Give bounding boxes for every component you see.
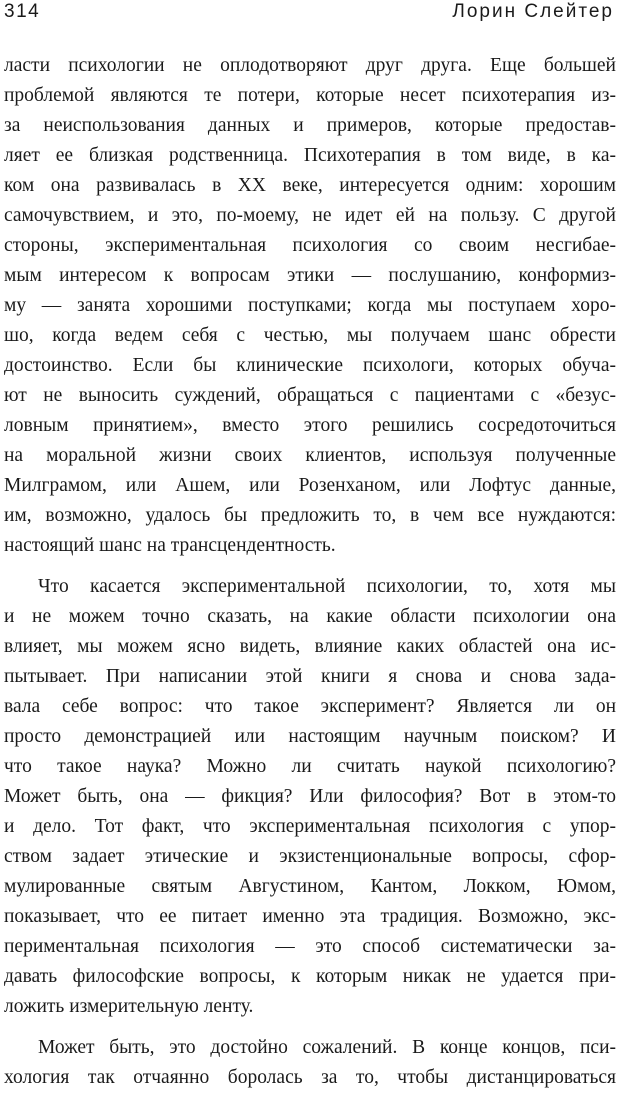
page-header [0,0,620,32]
text-line: давать философские вопросы, к которым никак не удается при- [4,966,616,987]
text-line: вала себе вопрос: что такое эксперимент? Является ли он [4,696,616,717]
text-line: мым интересом к вопросам этики — послушанию, конформиз- [4,265,616,286]
paragraph [4,1033,616,1093]
text-line: Милграмом, или Ашем, или Розенханом, или Лофтус данные, [4,475,616,496]
text-line: настоящий шанс на трансцендентность. [4,535,336,556]
page-number: 314 [4,1,41,22]
text-line: Что касается экспериментальной психологии, то, хотя мы [38,576,616,597]
text-line: самочувствием, и это, по-моему, не идет ей на пользу. С другой [4,205,616,226]
paragraph [4,51,616,561]
text-line: му — занята хорошими поступками; когда мы поступаем хоро- [4,295,616,316]
paragraph-gap [4,1022,616,1033]
text-line: и не можем точно сказать, на какие области психологии она [4,606,616,627]
body-text [4,51,616,1093]
running-head-author: Лорин Слейтер [452,1,614,22]
text-line: хология так отчаянно боролась за то, чтобы дистанцироваться [4,1067,616,1088]
text-line: за неиспользования данных и примеров, которые предостав- [4,115,616,136]
text-line: проблемой являются те потери, которые несет психотерапия из- [4,85,616,106]
text-line: просто демонстрацией или настоящим научным поиском? И [4,726,616,747]
text-line: ством задает этические и экзистенциональные вопросы, сфор- [4,846,616,867]
text-line: ложить измерительную ленту. [4,996,254,1017]
text-line: влияет, мы можем ясно видеть, влияние каких областей она ис- [4,636,616,657]
text-line: на моральной жизни своих клиентов, используя полученные [4,445,616,466]
paragraph-gap [4,561,616,572]
text-line: показывает, что ее питает именно эта традиция. Возможно, экс- [4,906,616,927]
paragraph [4,572,616,1022]
text-line: Может быть, это достойно сожалений. В конце концов, пси- [38,1037,616,1058]
text-line: ласти психологии не оплодотворяют друг друга. Еще большей [4,55,616,76]
text-line: ют не выносить суждений, обращаться с пациентами с «безус- [4,385,616,406]
text-line: ляет ее близкая родственница. Психотерапия в том виде, в ка- [4,145,616,166]
text-line: им, возможно, удалось бы предложить то, в чем все нуждаются: [4,505,616,526]
text-line: Может быть, она — фикция? Или философия? Вот в этом-то [4,786,616,807]
text-line: шо, когда ведем себя с честью, мы получаем шанс обрести [4,325,616,346]
text-line: что такое наука? Можно ли считать наукой психологию? [4,756,616,777]
text-line: и дело. Тот факт, что экспериментальная психология с упор- [4,816,616,837]
text-line: пытывает. При написании этой книги я снова и снова зада- [4,666,616,687]
text-line: ком она развивалась в XX веке, интересуется одним: хорошим [4,175,616,196]
text-line: периментальная психология — это способ систематически за- [4,936,616,957]
text-line: ловным принятием», вместо этого решились сосредоточиться [4,415,616,436]
text-line: мулированные святым Августином, Кантом, Локком, Юмом, [4,876,616,897]
text-line: стороны, экспериментальная психология со своим несгибае- [4,235,616,256]
text-line: достоинство. Если бы клинические психологи, которых обуча- [4,355,616,376]
